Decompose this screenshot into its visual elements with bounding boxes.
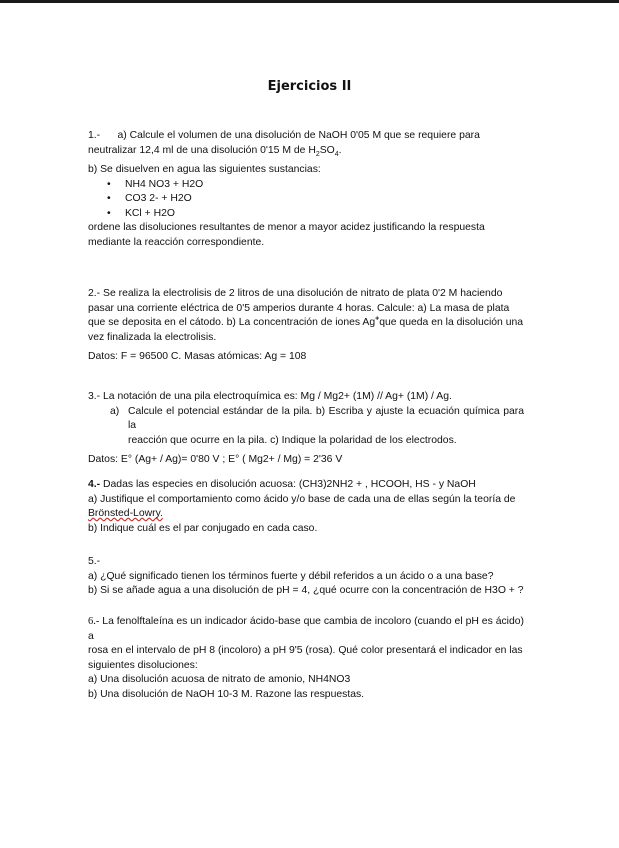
ex1-number: 1.-	[88, 130, 101, 141]
ex6-line-3: siguientes disoluciones:	[88, 659, 198, 671]
exercise-1	[88, 129, 524, 250]
list-item: • NH4 NO3 + H2O	[107, 178, 204, 190]
ex1-part-b: b) Se disuelven en agua las siguientes sustancias:	[88, 164, 321, 175]
ex1-part-a-line-1: a) Calcule el volumen de una disolución de NaOH 0'05 M que se requiere para	[117, 130, 480, 141]
ex3-part-a: a) Calcule el potencial estándar de la pila. b) Escriba y ajuste la ecuación química para la reacción que ocurre en la pila. c) Indique la polaridad de los electrodos.	[110, 405, 524, 446]
ex6-line-1: 6.- La fenolftaleína es un indicador ácido-base que cambia de incoloro (cuando el pH es ácido) a	[88, 616, 524, 642]
page-title: Ejercicios II	[267, 79, 352, 94]
ex4-intro: 4.- Dadas las especies en disolución acuosa: (CH3)2NH2 + , HCOOH, HS - y NaOH	[88, 479, 476, 490]
exercise-5	[88, 555, 524, 599]
ex6-part-b: b) Una disolución de NaOH 10-3 M. Razone las respuestas.	[88, 688, 365, 700]
ex6-line-2: rosa en el intervalo de pH 8 (incoloro) a pH 9'5 (rosa). Qué color presentará el indicador en las	[88, 645, 523, 656]
exercise-3	[88, 390, 524, 468]
ex1-text-2: mediante la reacción correspondiente.	[88, 236, 265, 248]
ex5-part-b: b) Si se añade agua a una disolución de pH = 4, ¿qué ocurre con la concentración de H3O + ?	[88, 585, 524, 596]
ex2-line-2: pasar una corriente eléctrica de 0'5 amperios durante 4 horas. Calcule: a) La masa de plata	[88, 302, 510, 314]
spellcheck-underline: Brönsted-Lowry.	[88, 508, 163, 519]
ex3-datos: Datos: E° (Ag+ / Ag)= 0'80 V ; E° ( Mg2+ / Mg) = 2'36 V	[88, 454, 343, 465]
ex1-line-2: neutralizar 12,4 ml de una disolución 0'15 M de $H_2SO_4$.	[88, 144, 342, 158]
ex2-line-3: que se deposita en el cátodo. b) La concentración de iones Ag+que queda en la disolución una	[88, 315, 524, 328]
ex3-intro: 3.- La notación de una pila electroquímica es: Mg / Mg2+ (1M) // Ag+ (1M) / Ag.	[88, 391, 452, 402]
top-border	[0, 0, 619, 3]
ex2-datos: Datos: F = 96500 C. Masas atómicas: Ag = 108	[88, 351, 307, 362]
ex1-line-1	[88, 129, 524, 144]
exercise-2	[88, 287, 524, 365]
ex1-text-1: ordene las disoluciones resultantes de menor a mayor acidez justificando la respuesta	[88, 222, 485, 233]
ex2-line-1: 2.- Se realiza la electrolisis de 2 litros de una disolución de nitrato de plata 0'2 M haciendo	[88, 288, 503, 299]
list-item: • KCl + H2O	[107, 207, 175, 219]
exercise-6	[88, 615, 524, 702]
ex4-part-a-1: a) Justifique el comportamiento como ácido y/o base de cada una de ellas según la teoría de	[88, 493, 516, 505]
ex5-number: 5.-	[88, 556, 101, 567]
ex4-part-a-2	[88, 507, 524, 522]
ex6-part-a: a) Una disolución acuosa de nitrato de amonio, NH4NO3	[88, 674, 351, 685]
exercise-4	[88, 478, 524, 536]
ex2-line-4: vez finalizada la electrolisis.	[88, 331, 217, 343]
ex4-part-b: b) Indique cuál es el par conjugado en cada caso.	[88, 522, 318, 534]
ex5-part-a: a) ¿Qué significado tienen los términos fuerte y débil referidos a un ácido o a una base?	[88, 570, 494, 582]
list-item: • CO3 2- + H2O	[107, 193, 192, 204]
